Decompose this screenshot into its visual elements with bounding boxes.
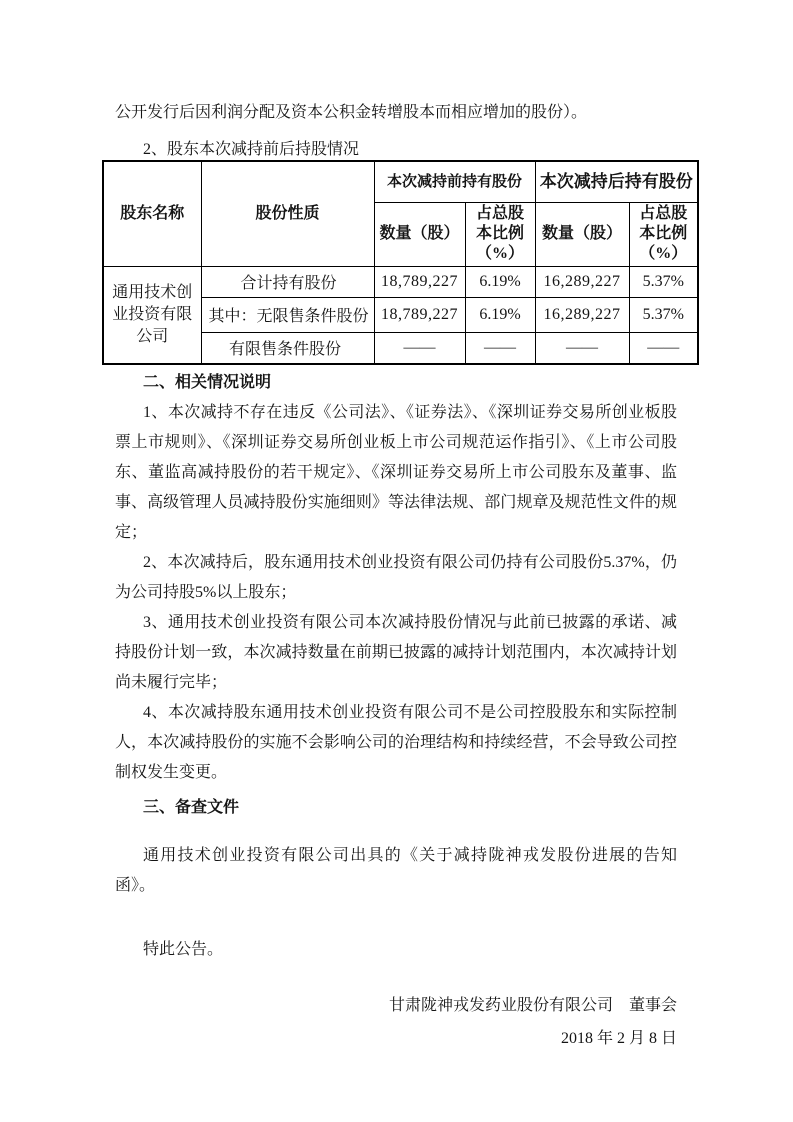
shareholding-table (102, 160, 699, 365)
col-header-qty-after: 数量（股） (535, 202, 629, 266)
table-header-row-1 (103, 161, 698, 202)
col-group-before-reduction: 本次减持前持有股份 (374, 161, 535, 202)
section-2-paragraph-3: 3、通用技术创业投资有限公司本次减持股份情况与此前已披露的承诺、减持股份计划一致，本次减持数量在前期已披露的减持计划范围内，本次减持计划尚未履行完毕； (115, 614, 677, 691)
intro-continuation-line: 公开发行后因利润分配及资本公积金转增股本而相应增加的股份）。 (115, 104, 588, 121)
date-line: 2018 年 2 月 8 日 (560, 1030, 677, 1047)
qty-after-cell: 16,289,227 (535, 266, 629, 297)
page-content (112, 0, 693, 1054)
signature-block (115, 991, 677, 1054)
signature-line: 甘肃陇神戎发药业股份有限公司 董事会 (388, 997, 677, 1014)
pct-after-cell: —— (629, 332, 698, 364)
pct-before-cell: —— (465, 332, 535, 364)
pct-after-cell: 5.37% (629, 297, 698, 332)
qty-after-cell: 16,289,227 (535, 297, 629, 332)
col-group-after-reduction: 本次减持后持有股份 (535, 161, 698, 202)
qty-before-cell: —— (374, 332, 465, 364)
col-header-qty-before: 数量（股） (374, 202, 465, 266)
col-header-pct-after: 占总股本比例（%） (629, 202, 698, 266)
pct-before-cell: 6.19% (465, 297, 535, 332)
qty-after-cell: —— (535, 332, 629, 364)
section-2-paragraph-4: 4、本次减持股东通用技术创业投资有限公司不是公司控股股东和实际控制人，本次减持股份的实施不会影响公司的治理结构和持续经营，不会导致公司控制权发生变更。 (115, 704, 677, 781)
table-row (103, 266, 698, 297)
nature-cell: 有限售条件股份 (201, 332, 374, 364)
nature-cell: 合计持有股份 (201, 266, 374, 297)
col-header-share-nature: 股份性质 (201, 161, 374, 266)
section-3 (115, 793, 677, 901)
section-2-heading: 二、相关情况说明 (143, 374, 272, 391)
item-2-label: 2、股东本次减持前后持股情况 (143, 141, 360, 158)
nature-cell: 其中：无限售条件股份 (201, 297, 374, 332)
shareholder-name-cell: 通用技术创业投资有限公司 (103, 266, 201, 364)
pct-after-cell: 5.37% (629, 266, 698, 297)
col-header-shareholder-name: 股东名称 (103, 161, 201, 266)
section-2 (115, 368, 677, 788)
qty-before-cell: 18,789,227 (374, 266, 465, 297)
pct-before-cell: 6.19% (465, 266, 535, 297)
section-3-paragraph: 通用技术创业投资有限公司出具的《关于减持陇神戎发股份进展的告知函》。 (115, 847, 677, 894)
qty-before-cell: 18,789,227 (374, 297, 465, 332)
section-3-heading: 三、备查文件 (143, 799, 240, 816)
col-header-pct-before: 占总股本比例（%） (465, 202, 535, 266)
section-2-paragraph-1: 1、本次减持不存在违反《公司法》、《证券法》、《深圳证券交易所创业板股票上市规则》、《深圳证券交易所创业板上市公司规范运作指引》、《上市公司股东、董监高减持股份的若干规定》、《深圳证券交易所上市公司股东及董事、监事、高级管理人员减持股份实施细则》等法律法规、部门规章及规范性文件的规定； (115, 404, 677, 541)
closing-statement: 特此公告。 (143, 941, 224, 958)
section-2-paragraph-2: 2、本次减持后，股东通用技术创业投资有限公司仍持有公司股份5.37%，仍为公司持股5%以上股东； (115, 554, 677, 601)
